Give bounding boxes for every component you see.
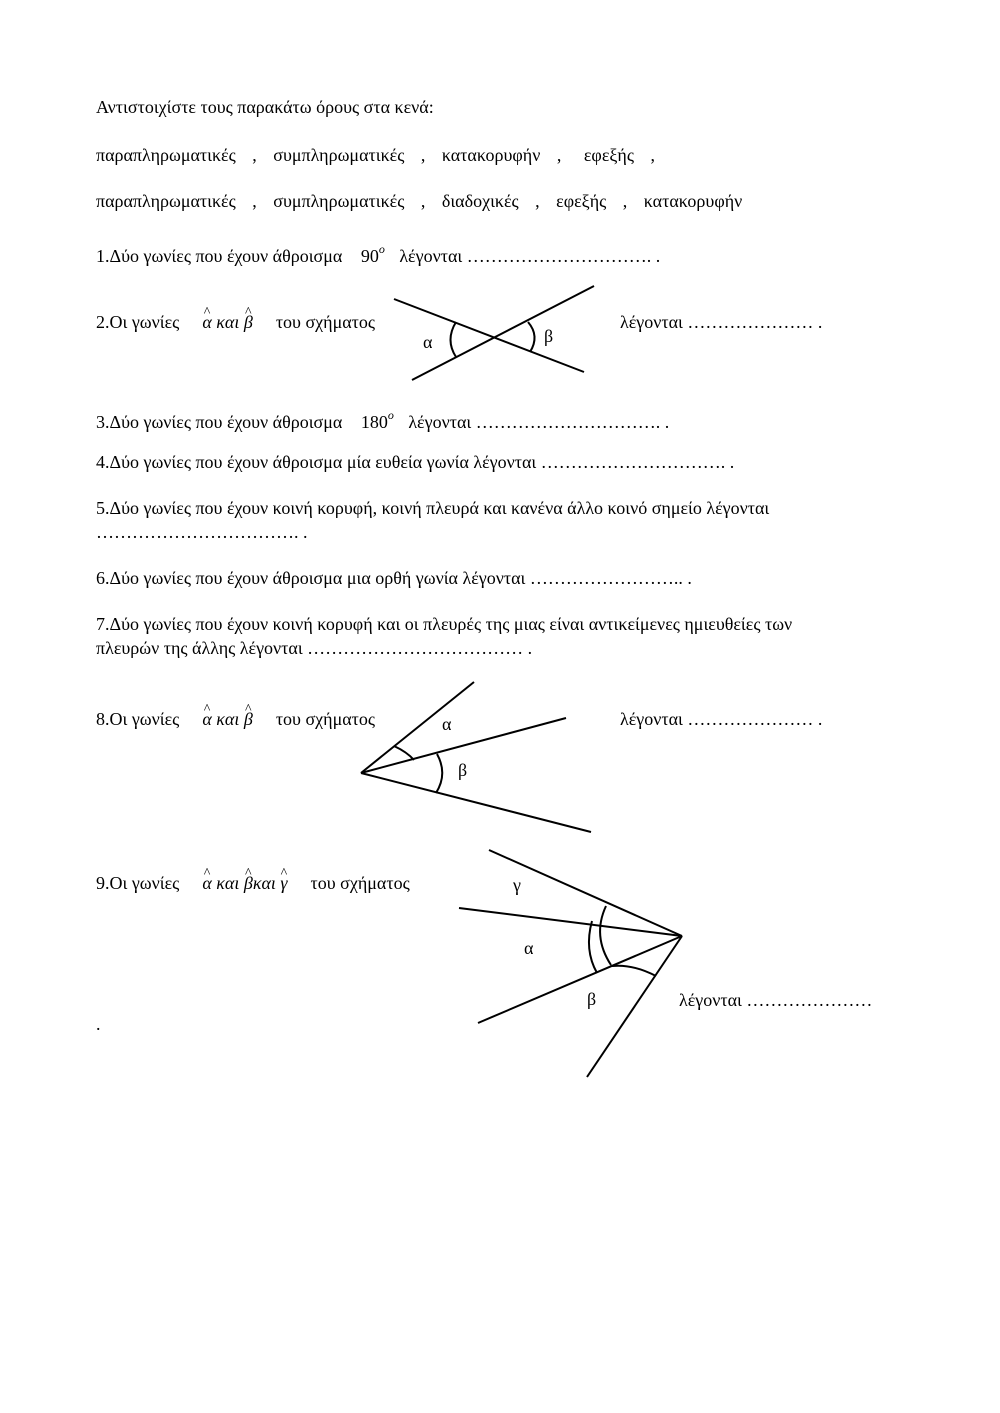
beta-hat: ^ β [244,872,253,894]
beta-hat: ^ β [244,311,253,333]
angle-arc-beta [612,966,656,976]
degree-symbol: o [387,408,394,422]
instructions: Αντιστοιχίστε τους παρακάτω όρους στα κενά: [96,97,434,117]
question-2-tail: λέγονται ………………… . [620,312,823,332]
term: κατακορυφήν [441,145,541,165]
question-5-line-1: 5.Δύο γωνίες που έχουν κοινή κορυφή, κοινή πλευρά και κανένα άλλο κοινό σημείο λέγονται [96,498,770,518]
beta-hat: ^ β [244,708,253,730]
kai-word: και [216,873,240,893]
separator: , [420,145,426,165]
question-text: 3.Δύο γωνίες που έχουν άθροισμα [96,412,343,432]
term: συμπληρωματικές [273,145,405,165]
separator: , [556,145,562,165]
question-5-line-2: ……………………………. . [96,522,308,542]
question-9-period: . [96,1014,101,1034]
question-text: 2.Οι γωνίες [96,312,180,332]
separator: , [252,191,257,211]
question-6: 6.Δύο γωνίες που έχουν άθροισμα μια ορθή γωνία λέγονται …………………….. . [96,568,692,588]
question-text: 9.Οι γωνίες [96,873,180,893]
label-gamma: γ [513,875,521,895]
kai-word: και [216,709,240,729]
question-text-mid: του σχήματος [310,873,410,893]
separator: , [650,145,655,165]
term: παραπληρωματικές [96,191,236,211]
label-beta: β [544,326,554,346]
separator: , [535,191,540,211]
question-text-mid: του σχήματος [275,312,376,332]
question-7-line-1: 7.Δύο γωνίες που έχουν κοινή κορυφή και οι πλευρές της μιας είναι αντικείμενες ημιευθείες των [96,614,793,634]
term: εφεξής [556,191,607,211]
alpha-hat: ^ α [202,311,211,333]
term: κατακορυφήν [643,191,743,211]
gamma-hat: ^ γ [280,872,287,894]
label-beta: β [587,989,597,1009]
degree-symbol: o [378,242,385,256]
ray-3 [478,936,682,1023]
angle-value: 180 [360,412,388,432]
question-8-tail: λέγονται ………………… . [620,709,823,729]
angle-value: 90 [360,246,379,266]
question-text-mid: του σχήματος [275,709,376,729]
question-9-tail: λέγονται ………………… [679,990,873,1010]
term: παραπληρωματικές [96,145,236,165]
term: διαδοχικές [441,191,519,211]
question-text: 8.Οι γωνίες [96,709,180,729]
separator: , [252,145,257,165]
question-4: 4.Δύο γωνίες που έχουν άθροισμα μία ευθεία γωνία λέγονται …………………………. . [96,452,735,472]
label-beta: β [458,760,468,780]
blank-line: λέγονται …………………………. . [399,246,661,266]
question-7-line-2: πλευρών της άλλης λέγονται ……………………………… . [96,638,533,658]
separator: , [420,191,426,211]
blank-line: λέγονται …………………………. . [408,412,670,432]
question-text: 1.Δύο γωνίες που έχουν άθροισμα [96,246,343,266]
kai-word: και [216,312,240,332]
label-alpha: α [524,938,534,958]
label-alpha: α [423,332,433,352]
term: εφεξής [583,145,634,165]
angle-arc-gamma [600,906,611,965]
alpha-hat: ^ α [202,708,211,730]
term: συμπληρωματικές [273,191,405,211]
angle-arc-alpha [589,921,597,973]
kai-word: και [252,873,276,893]
alpha-hat: ^ α [202,872,211,894]
label-alpha: α [442,714,452,734]
separator: , [622,191,628,211]
